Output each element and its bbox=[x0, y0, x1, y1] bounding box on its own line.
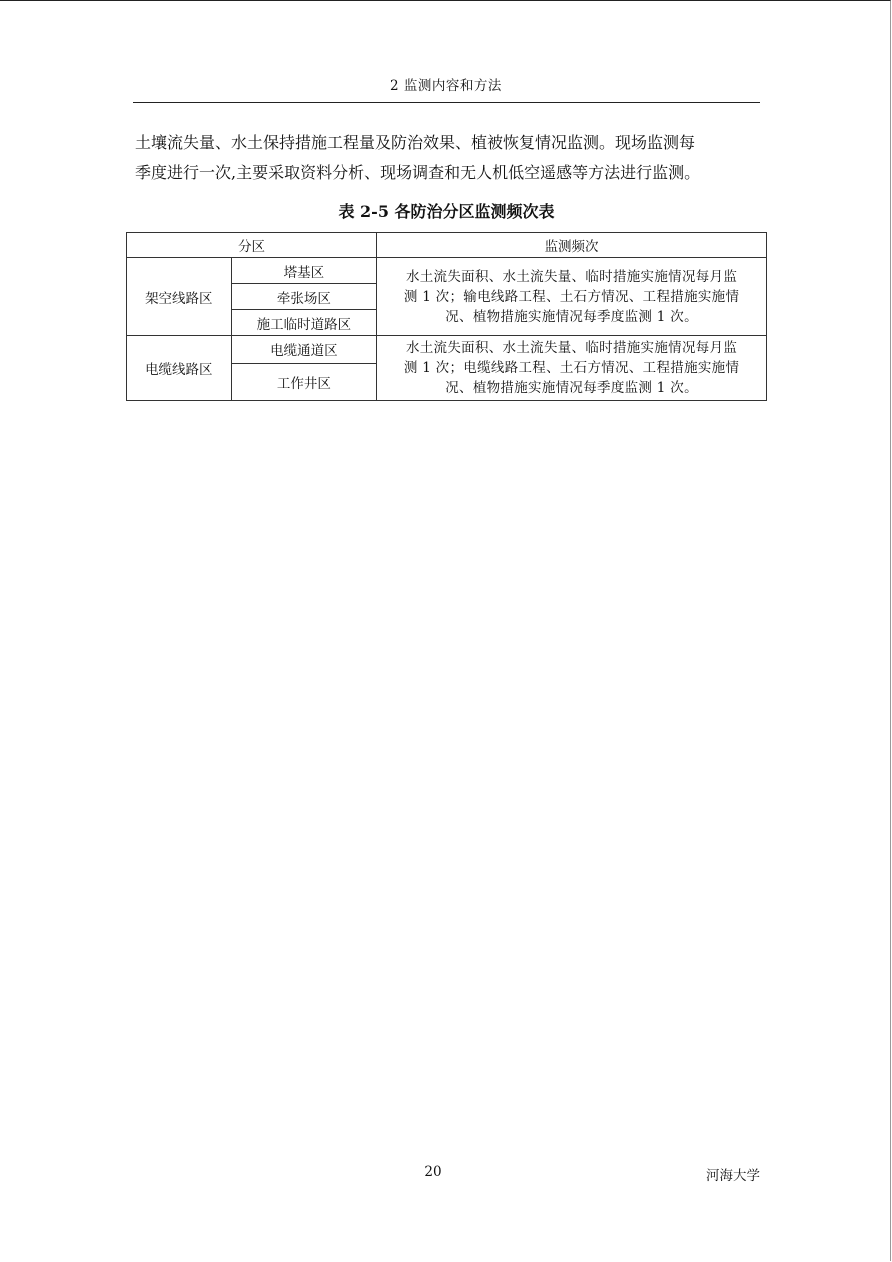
page-number: 20 bbox=[424, 1164, 442, 1180]
table-row bbox=[127, 258, 767, 284]
subzone-cell: 塔基区 bbox=[231, 258, 376, 284]
zone-cell: 架空线路区 bbox=[127, 258, 232, 336]
table-row bbox=[127, 336, 767, 364]
frequency-line: 水土流失面积、水土流失量、临时措施实施情况每月监 bbox=[405, 268, 738, 285]
frequency-line: 测 1 次；输电线路工程、土石方情况、工程措施实施情 bbox=[403, 288, 740, 305]
body-line: 季度进行一次,主要采取资料分析、现场调查和无人机低空遥感等方法进行监测。 bbox=[135, 163, 701, 182]
table-caption: 表 2-5 各防治分区监测频次表 bbox=[338, 202, 555, 221]
zone-cell: 电缆线路区 bbox=[127, 336, 232, 401]
table-header-row bbox=[127, 233, 767, 258]
header-rule bbox=[133, 102, 760, 103]
body-line: 土壤流失量、水土保持措施工程量及防治效果、植被恢复情况监测。现场监测每 bbox=[135, 133, 696, 152]
frequency-line: 水土流失面积、水土流失量、临时措施实施情况每月监 bbox=[405, 340, 738, 356]
footer-organization: 河海大学 bbox=[706, 1168, 760, 1184]
running-header: 2 监测内容和方法 bbox=[390, 78, 502, 94]
frequency-line: 况、植物措施实施情况每季度监测 1 次。 bbox=[445, 308, 698, 325]
frequency-cell bbox=[377, 258, 767, 336]
subzone-cell: 施工临时道路区 bbox=[231, 310, 376, 336]
header-frequency: 监测频次 bbox=[377, 233, 767, 258]
header-zone: 分区 bbox=[127, 233, 377, 258]
monitoring-frequency-table bbox=[126, 232, 767, 401]
frequency-line: 况、植物措施实施情况每季度监测 1 次。 bbox=[445, 380, 698, 396]
frequency-cell bbox=[377, 336, 767, 401]
body-paragraph bbox=[135, 128, 760, 188]
subzone-cell: 电缆通道区 bbox=[231, 336, 376, 364]
subzone-cell: 牵张场区 bbox=[231, 284, 376, 310]
subzone-cell: 工作井区 bbox=[231, 363, 376, 400]
frequency-line: 测 1 次；电缆线路工程、土石方情况、工程措施实施情 bbox=[403, 360, 740, 376]
